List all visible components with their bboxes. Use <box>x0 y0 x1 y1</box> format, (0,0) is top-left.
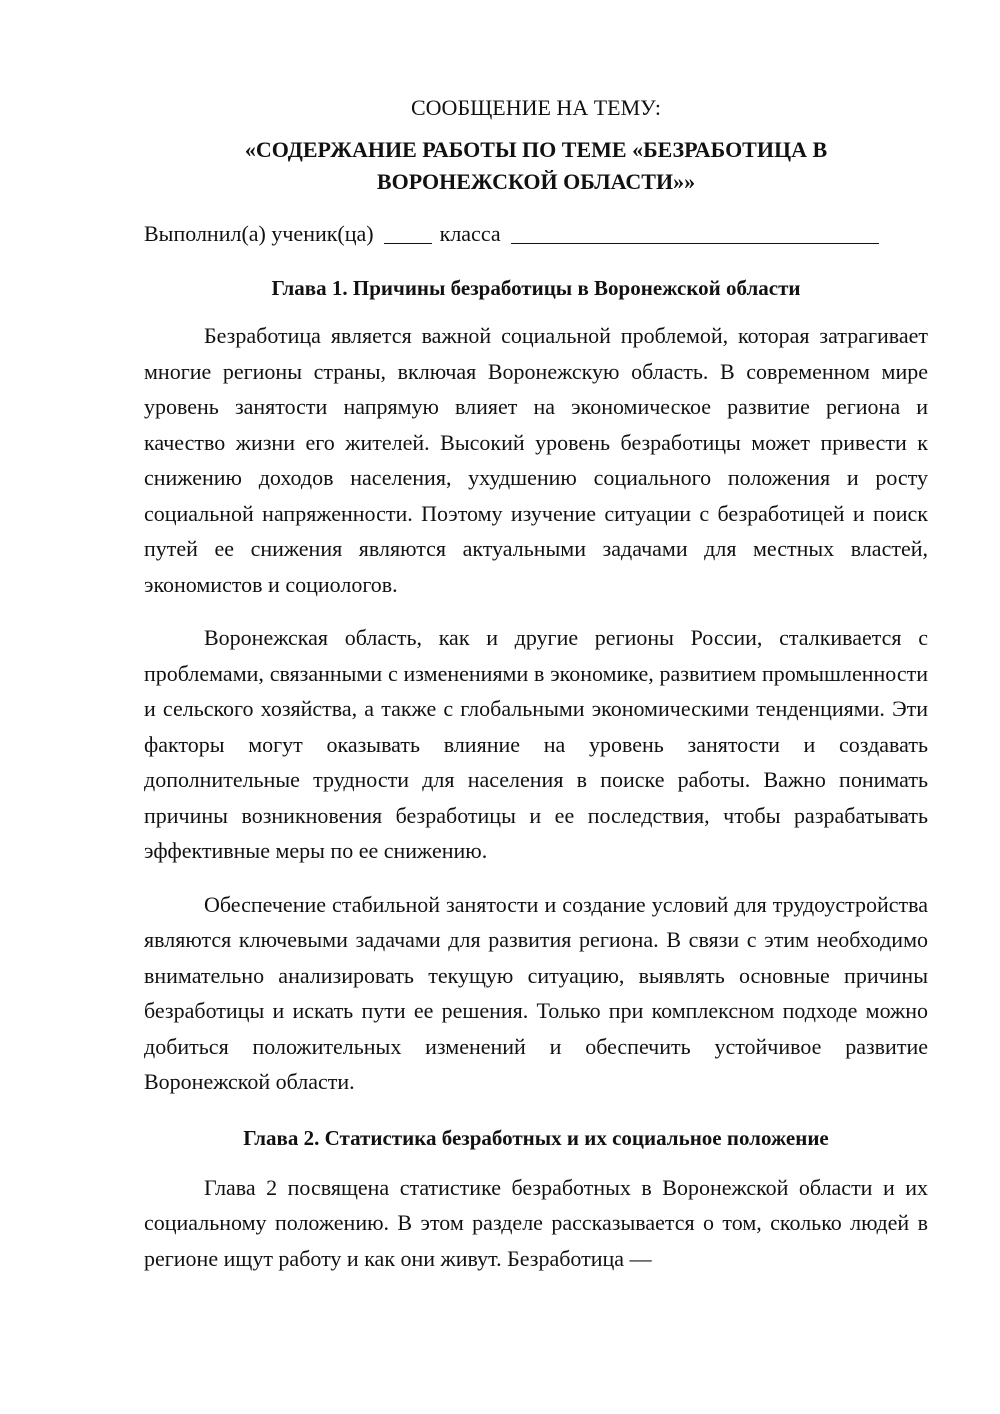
document-header: СООБЩЕНИЕ НА ТЕМУ: <box>411 95 661 120</box>
chapter-1-paragraph: Обеспечение стабильной занятости и создание условий для трудоустройства являются ключевыми задачами для развития региона. В связи с этим необходимо внимательно анализировать текущую ситуацию, выявлять основные причины безработицы и искать пути ее решения. Только при комплексном подходе можно добиться положительных изменений и обеспечить устойчивое развитие Воронежской области. <box>144 891 928 1094</box>
author-line <box>144 218 928 250</box>
chapter-1-title: Глава 1. Причины безработицы в Воронежской области <box>271 276 801 300</box>
title-line-1: «СОДЕРЖАНИЕ РАБОТЫ ПО ТЕМЕ «БЕЗРАБОТИЦА В <box>244 137 828 162</box>
chapter-2-paragraph: Глава 2 посвящена статистике безработных в Воронежской области и их социальному положению. В этом разделе рассказывается о том, сколько людей в регионе ищут работу и как они живут. Безработица — <box>144 1174 928 1271</box>
name-blank <box>511 221 879 244</box>
chapter-2-title: Глава 2. Статистика безработных и их социальное положение <box>243 1125 829 1150</box>
title-line-2: ВОРОНЕЖСКОЙ ОБЛАСТИ»» <box>376 169 696 194</box>
class-label: класса <box>439 221 501 246</box>
chapter-1-paragraph: Безработица является важной социальной проблемой, которая затрагивает многие регионы страны, включая Воронежскую область. В современном мире уровень занятости напрямую влияет на экономическое развитие региона и качество жизни его жителей. Высокий уровень безработицы может привести к снижению доходов населения, ухудшению социального положения и росту социальной напряженности. Поэтому изучение ситуации с безработицей и поиск путей ее снижения являются актуальными задачами для местных властей, экономистов и социологов. <box>144 323 928 597</box>
document-body <box>144 92 928 1276</box>
document-title <box>144 134 928 198</box>
author-label: Выполнил(а) ученик(ца) <box>144 221 374 246</box>
chapter-1-paragraph: Воронежская область, как и другие регионы России, сталкивается с проблемами, связанными с изменениями в экономике, развитием промышленности и сельского хозяйства, а также с глобальными экономическими тенденциями. Эти факторы могут оказывать влияние на уровень занятости и создавать дополнительные трудности для населения в поиске работы. Важно понимать причины возникновения безработицы и ее последствия, чтобы разрабатывать эффективные меры по ее снижению. <box>144 625 928 863</box>
grade-blank <box>384 221 432 244</box>
